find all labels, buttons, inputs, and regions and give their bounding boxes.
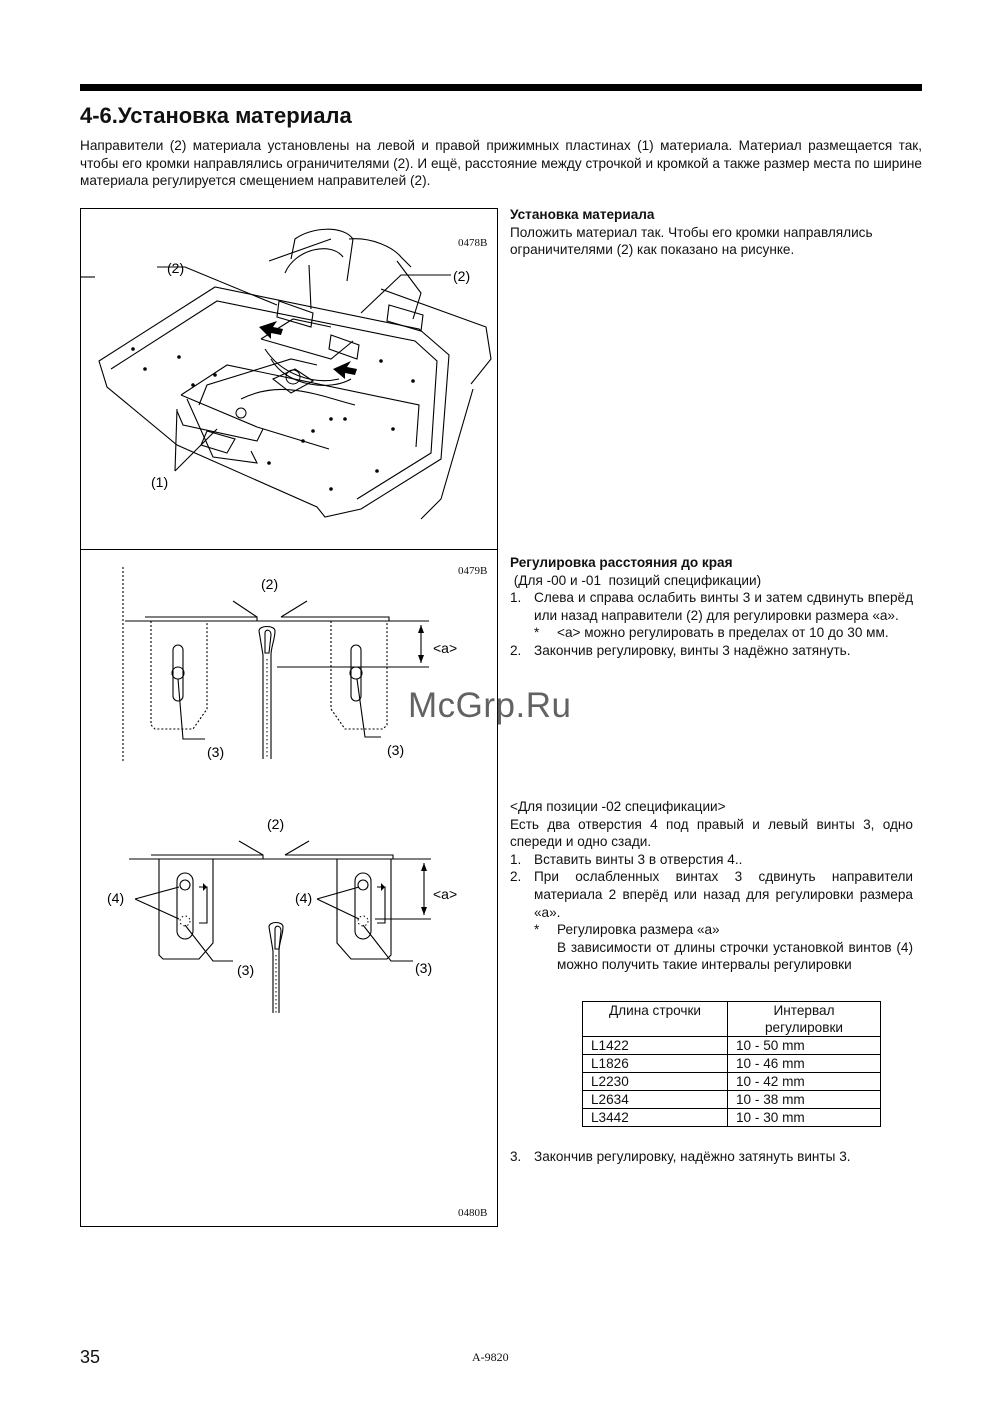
table-row: L3442 10 - 30 mm (583, 1109, 881, 1127)
label-screw-left-fig3: (3) (237, 962, 255, 978)
adjustment-table (582, 1001, 881, 1127)
label-guide-left: (2) (167, 260, 185, 276)
label-dim-a-fig3: <a> (433, 886, 458, 902)
label-plate: (1) (151, 474, 169, 490)
document-code: A-9820 (472, 1350, 509, 1364)
block-edge-distance (510, 554, 913, 660)
label-hole-left: (4) (107, 890, 125, 906)
block3-step3-wrap (510, 1148, 913, 1166)
block-spec-02 (510, 798, 913, 974)
label-screw-right-fig2: (3) (387, 742, 405, 758)
table-row: L2634 10 - 38 mm (583, 1091, 881, 1109)
block3-note-text: В зависимости от длины строчки установкой винтов (4) можно получить такие интервалы регулировки (557, 939, 913, 973)
block3-note: * Регулировка размера «а» В зависимости от длины строчки установкой винтов (4) можно получить такие интервалы регулировки (534, 922, 913, 973)
figure-code-3: 0480B (458, 1207, 488, 1219)
intro-paragraph: Направители (2) материала установлены на левой и правой прижимных пластинах (1) материала. Материал размещается так, чтобы его кромки направлялись ограничителями (2). И ещё, расстояние между строчкой и кромкой а также размер места по ширине материала регулируется смещением направителей (2). (80, 138, 922, 189)
figure-code-2: 0479B (458, 565, 488, 577)
block2-step2: 2. Закончив регулировку, винты 3 надёжно затянуть. (510, 642, 851, 658)
label-guide-fig3: (2) (267, 816, 285, 832)
label-guide-fig2: (2) (261, 576, 279, 592)
table-header-length: Длина строчки (583, 1002, 728, 1037)
block3-step3: 3. Закончив регулировку, надёжно затянуть винты 3. (510, 1149, 851, 1164)
block3-step2: 2. При ослабленных винтах 3 сдвинуть направители материала 2 вперёд или назад для регулировки размера «а». (510, 869, 913, 920)
block-material-setting (510, 206, 913, 259)
table-header-row (583, 1002, 881, 1037)
block1-text: Положить материал так. Чтобы его кромки направлялись ограничителями (2) как показано на рисунке. (510, 224, 873, 258)
table-row: L1826 10 - 46 mm (583, 1055, 881, 1073)
table-row: L2230 10 - 42 mm (583, 1073, 881, 1091)
block1-heading: Установка материала (510, 207, 655, 222)
label-hole-right: (4) (295, 890, 313, 906)
table-header-interval: Интервал регулировки (728, 1002, 881, 1037)
top-rule (80, 84, 922, 91)
block3-text: Есть два отверстия 4 под правый и левый винты 3, одно спереди и одно сзади. (510, 816, 913, 850)
block3-step1: 1. Вставить винты 3 в отверстия 4.. (510, 851, 743, 867)
section-title: 4-6.Установка материала (80, 103, 352, 128)
table-row: L1422 10 - 50 mm (583, 1037, 881, 1055)
edge-distance-diagram-1 (81, 559, 497, 789)
label-screw-left-fig2: (3) (207, 744, 225, 760)
watermark: McGrp.Ru (408, 686, 572, 725)
block3-note-title: Регулировка размера «а» (557, 922, 720, 938)
figure-divider (81, 549, 497, 550)
block3-heading: <Для позиции -02 спецификации> (510, 799, 726, 814)
page-number: 35 (80, 1347, 101, 1367)
figure-code-1: 0478B (458, 237, 488, 249)
label-screw-right-fig3: (3) (415, 960, 433, 976)
edge-distance-diagram-2 (81, 799, 497, 1029)
label-dim-a-fig2: <a> (433, 640, 458, 656)
block2-sub: (Для -00 и -01 позиций спецификации) (510, 572, 762, 588)
block2-note: * <a> можно регулировать в пределах от 10 до 30 мм. (534, 625, 889, 641)
label-guide-right: (2) (453, 268, 471, 284)
block2-step1: 1. Слева и справа ослабить винты 3 и затем сдвинуть вперёд или назад направители (2) для регулировки размера «а». (510, 590, 913, 623)
block2-heading: Регулировка расстояния до края (510, 555, 733, 570)
material-placement-illustration (81, 209, 497, 547)
